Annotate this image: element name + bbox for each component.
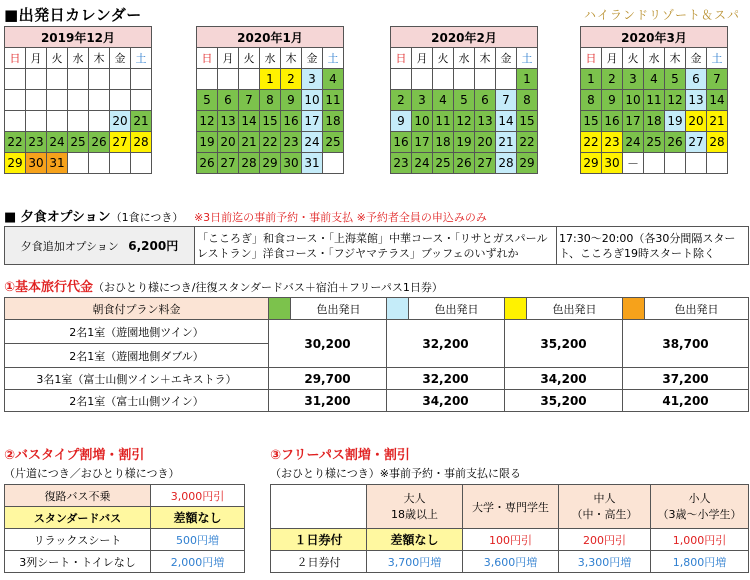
swatch-blue [387, 298, 409, 320]
calendar-day: 29 [581, 153, 602, 174]
col-header-green: 色出発日 [291, 298, 387, 320]
calendar-day: 20 [475, 132, 496, 153]
calendar-day: 3 [412, 90, 433, 111]
bus-table [4, 484, 245, 573]
price-cell: 41,200 [623, 390, 749, 412]
calendar-day: 26 [89, 132, 110, 153]
calendar-day [47, 111, 68, 132]
dinner-price: 6,200円 [128, 239, 179, 253]
price-cell: 37,200 [623, 368, 749, 390]
calendar-day: 27 [110, 132, 131, 153]
bus-row-label: スタンダードバス [5, 507, 151, 529]
calendar-day [218, 69, 239, 90]
calendar-day: 18 [433, 132, 454, 153]
calendar-day: 21 [239, 132, 260, 153]
weekday-label: 木 [281, 48, 302, 69]
calendar-day: 28 [239, 153, 260, 174]
price-cell: 32,200 [387, 320, 505, 368]
dinner-table [4, 226, 749, 265]
calendar-day: 8 [260, 90, 281, 111]
calendar-day: 2 [281, 69, 302, 90]
dinner-section-header [4, 206, 487, 225]
calendar-day [110, 69, 131, 90]
room-type: 2名1室（遊園地側ダブル） [5, 344, 269, 368]
weekday-label: 金 [302, 48, 323, 69]
price-cell: 34,200 [387, 390, 505, 412]
calendar-day: 5 [454, 90, 475, 111]
calendar-day: 27 [218, 153, 239, 174]
room-type: 3名1室（富士山側ツイン＋エキストラ） [5, 368, 269, 390]
weekday-label: 金 [496, 48, 517, 69]
calendar-day: 24 [302, 132, 323, 153]
freepass-value: 100円引 [463, 529, 559, 551]
calendar-day: 2 [602, 69, 623, 90]
calendar-day: 13 [218, 111, 239, 132]
calendar-day [5, 90, 26, 111]
calendar-day: 11 [433, 111, 454, 132]
price-cell: 29,700 [269, 368, 387, 390]
calendar-day: 19 [197, 132, 218, 153]
calendar-day [665, 153, 686, 174]
calendar-day: 1 [581, 69, 602, 90]
calendar-day: 20 [218, 132, 239, 153]
freepass-section-title [270, 444, 410, 463]
calendar-day: 23 [26, 132, 47, 153]
calendar-day: 22 [5, 132, 26, 153]
calendar-dec-2019 [4, 26, 152, 174]
weekday-label: 木 [89, 48, 110, 69]
calendar-day: 27 [686, 132, 707, 153]
calendar-day [68, 69, 89, 90]
weekday-label: 土 [517, 48, 538, 69]
calendar-day: 26 [665, 132, 686, 153]
calendar-day: 18 [323, 111, 344, 132]
freepass-header-child [651, 485, 749, 529]
calendar-day: 16 [391, 132, 412, 153]
bus-title: ②バスタイプ割増・割引 [4, 448, 145, 463]
header-line: 大学・専門学生 [472, 500, 549, 514]
calendar-day: 26 [454, 153, 475, 174]
calendar-day [110, 90, 131, 111]
calendar-day: 4 [323, 69, 344, 90]
calendar-day: 3 [623, 69, 644, 90]
dinner-label: 夕食追加オプション [20, 240, 119, 253]
freepass-header-student [463, 485, 559, 529]
calendar-day: 19 [454, 132, 475, 153]
price-cell: 38,700 [623, 320, 749, 368]
calendar-day [110, 153, 131, 174]
calendar-day: 21 [707, 111, 728, 132]
calendar-day [5, 69, 26, 90]
swatch-green [269, 298, 291, 320]
swatch-orange [623, 298, 645, 320]
calendar-month-title: 2020年3月 [581, 27, 728, 48]
calendar-day [131, 69, 152, 90]
calendar-day [323, 153, 344, 174]
weekday-label: 木 [475, 48, 496, 69]
calendar-day: 23 [391, 153, 412, 174]
bus-section-title [4, 444, 144, 463]
weekday-label: 火 [239, 48, 260, 69]
col-header-orange: 色出発日 [645, 298, 749, 320]
calendar-day: 26 [197, 153, 218, 174]
calendar-day: 13 [686, 90, 707, 111]
calendar-day: 17 [623, 111, 644, 132]
calendar-day [89, 111, 110, 132]
freepass-value: 200円引 [559, 529, 651, 551]
calendar-month-title: 2019年12月 [5, 27, 152, 48]
calendar-day: 22 [260, 132, 281, 153]
bus-row-value: 差額なし [151, 507, 245, 529]
bus-row-value: 500円増 [151, 529, 245, 551]
dinner-title: ■ 夕食オプション [4, 210, 111, 225]
calendar-day: 20 [686, 111, 707, 132]
weekday-label: 火 [47, 48, 68, 69]
weekday-label: 月 [26, 48, 47, 69]
weekday-label: 火 [433, 48, 454, 69]
calendar-day: 28 [131, 132, 152, 153]
weekday-label: 日 [391, 48, 412, 69]
price-cell: 35,200 [505, 390, 623, 412]
calendar-day: 11 [323, 90, 344, 111]
page-title: ■出発日カレンダー [4, 6, 142, 24]
base-note: （おひとり様につき/往復スタンダードバス＋宿泊＋フリーパス1日券） [93, 281, 443, 294]
calendar-day: 12 [454, 111, 475, 132]
calendar-day [47, 90, 68, 111]
calendar-day: 16 [602, 111, 623, 132]
freepass-title: ③フリーパス割増・割引 [270, 448, 410, 463]
calendar-day: 29 [260, 153, 281, 174]
calendar-day [26, 90, 47, 111]
calendar-day: 24 [47, 132, 68, 153]
calendar-day: 28 [707, 132, 728, 153]
room-type: 2名1室（富士山側ツイン） [5, 390, 269, 412]
calendar-day: 5 [665, 69, 686, 90]
calendar-day: 30 [281, 153, 302, 174]
calendar-day: 25 [644, 132, 665, 153]
calendar-day: 24 [623, 132, 644, 153]
weekday-label: 水 [68, 48, 89, 69]
calendar-day [454, 69, 475, 90]
calendar-day: 11 [644, 90, 665, 111]
calendar-day: 25 [433, 153, 454, 174]
calendar-day: 23 [281, 132, 302, 153]
base-fare-table [4, 297, 749, 412]
calendar-day: 25 [323, 132, 344, 153]
weekday-label: 火 [623, 48, 644, 69]
base-header-label: 朝食付プラン料金 [5, 298, 269, 320]
calendar-day: 14 [496, 111, 517, 132]
brand-name: ハイランドリゾート＆スパ [583, 8, 740, 22]
calendar-day [496, 69, 517, 90]
calendar-day: 8 [581, 90, 602, 111]
header-line: 中人 [593, 491, 616, 505]
freepass-corner [271, 485, 367, 529]
bus-row-value: 3,000円引 [151, 485, 245, 507]
freepass-row-label: ２日券付 [271, 551, 367, 573]
freepass-table [270, 484, 749, 573]
calendar-day: 27 [475, 153, 496, 174]
calendar-day [26, 111, 47, 132]
weekday-label: 月 [412, 48, 433, 69]
price-cell: 34,200 [505, 368, 623, 390]
calendar-day: 8 [517, 90, 538, 111]
calendar-day: 1 [517, 69, 538, 90]
freepass-row-label: １日券付 [271, 529, 367, 551]
dinner-time: 17:30～20:00（各30分間隔スタート、こころぎ19時スタート除く [557, 227, 749, 265]
weekday-label: 土 [131, 48, 152, 69]
calendar-day: 22 [517, 132, 538, 153]
weekday-label: 月 [218, 48, 239, 69]
calendar-day: 10 [412, 111, 433, 132]
header-line: （3歳～小学生） [657, 507, 742, 521]
calendar-day: 10 [623, 90, 644, 111]
calendar-day: 24 [412, 153, 433, 174]
calendar-day: 25 [68, 132, 89, 153]
calendar-mar-2020 [580, 26, 728, 174]
calendar-day [707, 153, 728, 174]
calendar-day: 14 [707, 90, 728, 111]
calendar-day: 23 [602, 132, 623, 153]
freepass-header-adult [367, 485, 463, 529]
calendar-day: 22 [581, 132, 602, 153]
bus-row-label: リラックスシート [5, 529, 151, 551]
calendar-day: 31 [47, 153, 68, 174]
weekday-label: 日 [197, 48, 218, 69]
swatch-yellow [505, 298, 527, 320]
freepass-value: 3,300円増 [559, 551, 651, 573]
header-line: 大人 [403, 491, 426, 505]
freepass-value: 3,700円増 [367, 551, 463, 573]
base-title: ①基本旅行代金 [4, 280, 94, 295]
weekday-label: 水 [454, 48, 475, 69]
price-cell: 30,200 [269, 320, 387, 368]
header-line: 小人 [688, 491, 711, 505]
calendar-day [391, 69, 412, 90]
calendar-day: 16 [281, 111, 302, 132]
header-line: 18歳以上 [391, 507, 438, 521]
calendar-day [644, 153, 665, 174]
calendar-day: 6 [475, 90, 496, 111]
price-cell: 32,200 [387, 368, 505, 390]
calendar-day: 6 [218, 90, 239, 111]
calendar-day [89, 90, 110, 111]
calendar-day [26, 69, 47, 90]
calendar-day: 20 [110, 111, 131, 132]
calendar-day: 7 [496, 90, 517, 111]
weekday-label: 金 [686, 48, 707, 69]
weekday-label: 土 [323, 48, 344, 69]
calendar-day: 7 [707, 69, 728, 90]
calendar-day [131, 153, 152, 174]
calendar-day: 9 [281, 90, 302, 111]
freepass-value: 1,000円引 [651, 529, 749, 551]
weekday-label: 木 [665, 48, 686, 69]
calendar-day: 15 [581, 111, 602, 132]
weekday-label: 水 [260, 48, 281, 69]
calendar-day: 19 [665, 111, 686, 132]
calendar-day [412, 69, 433, 90]
calendar-day: 28 [496, 153, 517, 174]
freepass-value: 3,600円増 [463, 551, 559, 573]
calendar-day: 21 [131, 111, 152, 132]
calendar-day [686, 153, 707, 174]
weekday-label: 日 [5, 48, 26, 69]
calendar-day: 18 [644, 111, 665, 132]
freepass-value: 1,800円増 [651, 551, 749, 573]
calendar-jan-2020 [196, 26, 344, 174]
calendar-day [89, 153, 110, 174]
weekday-label: 金 [110, 48, 131, 69]
calendar-month-title: 2020年1月 [197, 27, 344, 48]
calendar-day: 17 [302, 111, 323, 132]
dinner-courses: 「こころぎ」和食コース・「上海菜館」中華コース・「リサとガスパールレストラン」洋食コース・「フジヤマテラス」ブッフェのいずれか [195, 227, 557, 265]
bus-row-value: 2,000円増 [151, 551, 245, 573]
calendar-day: 21 [496, 132, 517, 153]
dinner-option-cell [5, 227, 195, 265]
weekday-label: 月 [602, 48, 623, 69]
calendar-day: 29 [517, 153, 538, 174]
calendar-day [433, 69, 454, 90]
calendar-day: 4 [433, 90, 454, 111]
calendar-day: 15 [517, 111, 538, 132]
calendar-day [239, 69, 260, 90]
calendar-day: 2 [391, 90, 412, 111]
weekday-label: 水 [644, 48, 665, 69]
bus-row-label: 復路バス不乗 [5, 485, 151, 507]
calendar-feb-2020 [390, 26, 538, 174]
calendar-day: 31 [302, 153, 323, 174]
base-section-header [4, 276, 443, 295]
price-cell: 35,200 [505, 320, 623, 368]
col-header-blue: 色出発日 [409, 298, 505, 320]
calendar-day: － [623, 153, 644, 174]
col-header-yellow: 色出発日 [527, 298, 623, 320]
calendar-day [475, 69, 496, 90]
calendar-day [5, 111, 26, 132]
calendar-day [197, 69, 218, 90]
calendar-month-title: 2020年2月 [391, 27, 538, 48]
calendar-day: 1 [260, 69, 281, 90]
calendar-day: 10 [302, 90, 323, 111]
calendar-day: 5 [197, 90, 218, 111]
calendar-day: 12 [197, 111, 218, 132]
calendar-day: 17 [412, 132, 433, 153]
freepass-header-junior [559, 485, 651, 529]
calendar-day: 15 [260, 111, 281, 132]
calendar-day: 14 [239, 111, 260, 132]
calendar-day: 9 [391, 111, 412, 132]
weekday-label: 日 [581, 48, 602, 69]
calendar-day [68, 90, 89, 111]
bus-note: （片道につき／おひとり様につき） [4, 467, 180, 480]
room-type: 2名1室（遊園地側ツイン） [5, 320, 269, 344]
weekday-label: 土 [707, 48, 728, 69]
calendar-day: 6 [686, 69, 707, 90]
calendar-day: 30 [26, 153, 47, 174]
calendar-day: 12 [665, 90, 686, 111]
calendar-day: 7 [239, 90, 260, 111]
calendar-day [47, 69, 68, 90]
calendar-day: 9 [602, 90, 623, 111]
header-line: （中・高生） [571, 507, 638, 521]
dinner-warning: ※3日前迄の事前予約・事前支払 ※予約者全員の申込みのみ [193, 211, 487, 224]
dinner-note: （1食につき） [110, 211, 184, 224]
calendar-day: 3 [302, 69, 323, 90]
calendar-day: 29 [5, 153, 26, 174]
calendar-day: 4 [644, 69, 665, 90]
calendar-day [89, 69, 110, 90]
calendar-day: 30 [602, 153, 623, 174]
calendar-day [68, 153, 89, 174]
price-cell: 31,200 [269, 390, 387, 412]
freepass-value: 差額なし [367, 529, 463, 551]
calendar-day: 13 [475, 111, 496, 132]
calendar-day [131, 90, 152, 111]
bus-row-label: 3列シート・トイレなし [5, 551, 151, 573]
calendar-day [68, 111, 89, 132]
freepass-note: （おひとり様につき）※事前予約・事前支払に限る [270, 467, 521, 480]
